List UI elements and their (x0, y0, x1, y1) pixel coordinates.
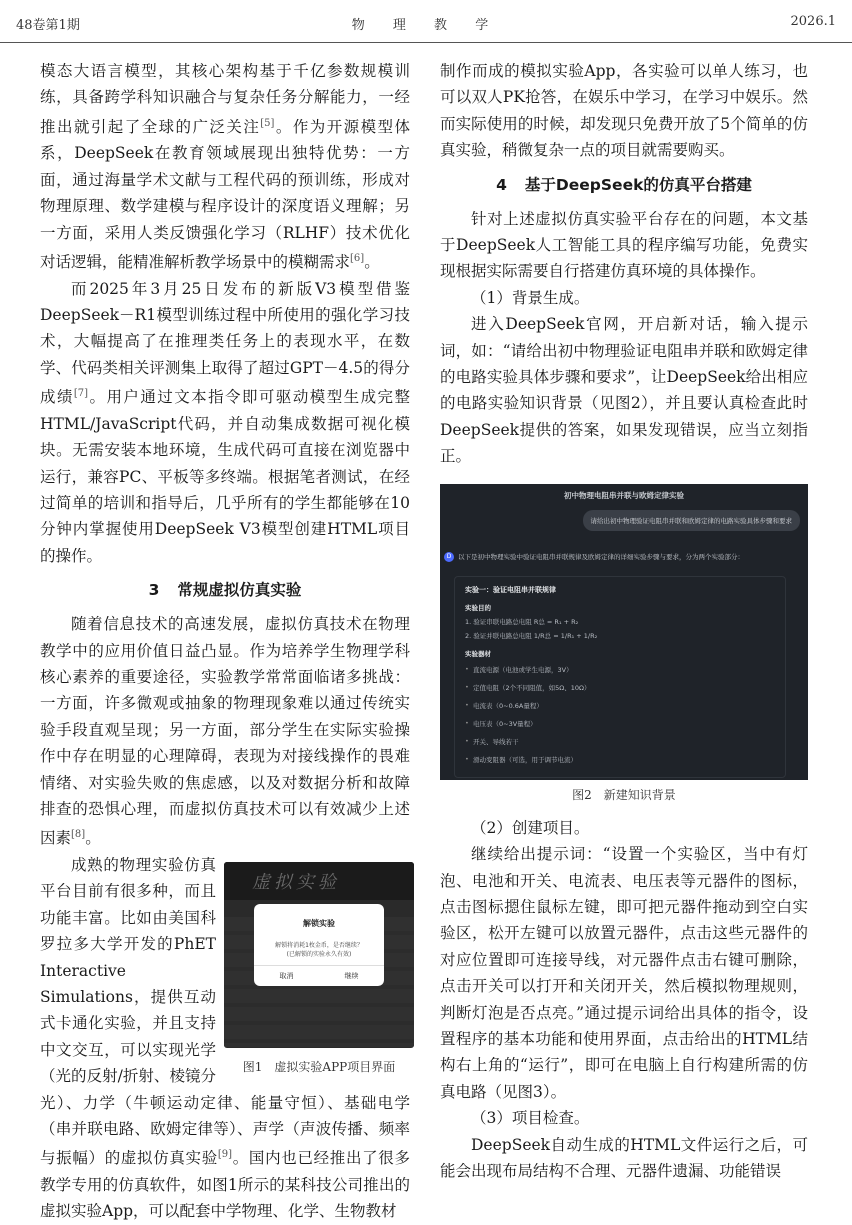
figure-1-screenshot (224, 862, 414, 1048)
answer-card (454, 576, 786, 778)
equipment-item: • 定值电阻（2个不同阻值，如5Ω、10Ω） (473, 683, 590, 692)
unlock-dialog (254, 904, 384, 986)
purpose-item-1: 1. 验证串联电路总电阻 R总 = R₁ + R₂ (465, 617, 579, 626)
equipment-item: • 电流表（0~0.6A量程） (473, 701, 543, 710)
dialog-cancel-button[interactable]: 取消 (279, 972, 294, 980)
equipment-item: • 直流电源（电池或学生电源，3V） (473, 665, 573, 674)
paragraph-9: DeepSeek自动生成的HTML文件运行之后，可能会出现布局结构不合理、元器件遗漏、功能错误 (440, 1135, 808, 1180)
page-header (0, 0, 852, 43)
figure-1 (224, 862, 414, 1080)
section-3-heading: 3 常规虚拟仿真实验 (148, 581, 302, 600)
paragraph-1: 模态大语言模型，其核心架构基于千亿参数规模训练，具备跨学科知识融合与复杂任务分解能力，一经推出就引起了全球的广泛关注[5]。作为开源模型体系，DeepSeek在教育领域展现出独特优势：一方面，通过海量学术文献与工程代码的预训练，形成对物理原理、数学建模与程序设计的深度语义理解；另一方面，采用人类反馈强化学习（RLHF）技术优化对话逻辑，能精准解析教学场景中的模糊需求[6]。 (40, 62, 410, 272)
paragraph-7: 进入DeepSeek官网，开启新对话，输入提示词，如：“请给出初中物理验证电阻串并联和欧姆定律的电路实验具体步骤和要求”，让DeepSeek给出相应的电路实验知识背景（见图2），并且要认真检查此时DeepSeek提供的答案，如果发现错误，应当立刻指正。 (440, 315, 808, 466)
issue-date: 2026.1 (790, 14, 836, 29)
left-column (40, 58, 410, 1225)
paragraph-2: 而2025年3月25日发布的新版V3模型借鉴DeepSeek－R1模型训练过程中所使用的强化学习技术，大幅提高了在推理类任务上的表现水平，在数学、代码类相关评测集上取得了超过GPT－4.5的得分成绩[7]。用户通过文本指令即可驱动模型生成完整HTML/JavaScript代码，并自动集成数据可视化模块。无需安装本地环境，生成代码可直接在浏览器中运行，兼容PC、平板等多终端。根据笔者测试，在经过简单的培训和指导后，几乎所有的学生都能够在10分钟内掌握使用DeepSeek V3模型创建HTML项目的操作。 (40, 279, 410, 565)
figure-1-app-title: 虚拟实验 (252, 872, 340, 893)
experiment-1-title: 实验一：验证电阻串并联规律 (465, 585, 556, 594)
paragraph-3: 随着信息技术的高速发展，虚拟仿真技术在物理教学中的应用价值日益凸显。作为培养学生物理学科核心素养的重要途径，实验教学常常面临诸多挑战：一方面，许多微观或抽象的物理现象难以通过传统实验手段直观呈现；另一方面，部分学生在实际实验操作中存在明显的心理障碍，表现为对接线操作的畏难情绪、对实验失败的焦虑感，以及对数据分析和故障排查的恐惧心理，而虚拟仿真技术可以有效减少上述因素[8]。 (40, 615, 410, 848)
equipment-item: • 电压表（0~3V量程） (473, 719, 537, 728)
paragraph-5: 制作而成的模拟实验App，各实验可以单人练习，也可以双人PK抢答，在娱乐中学习，在学习中娱乐。然而实际使用的时候，却发现只免费开放了5个简单的仿真实验，稍微复杂一点的项目就需要购买。 (440, 62, 808, 160)
equipment-item: • 开关、导线若干 (473, 737, 519, 746)
paragraph-4: 虚拟实验 解锁实验 解锁将消耗1枚金币，是否继续？ (已解锁的实验永久有效) 取消 继续 图1 虚拟实验APP项目界面 成熟的物理实验仿真平台目前有很多种，而且功能丰富。比如由美国科罗拉多大学开发的PhET Interactive Simulations，提供互动式卡通化实验，并且支持中文交互，可以实现光学（光的反射/折射、棱镜分光）、力学（牛顿运动定律、能量守恒）、基础电学（串并联电路、欧姆定律等）、声学（声波传播、频率与振幅）的虚拟仿真实验[9]。国内也已经推出了很多教学专用的仿真软件，如图1所示的某科技公司推出的虚拟实验App，可以配套中学物理、化学、生物教材 (40, 852, 410, 1225)
answer-intro: 以下是初中物理实验中验证电阻串并联规律及欧姆定律的详细实验步骤与要求，分为两个实验部分： (458, 552, 744, 561)
deepseek-logo-icon: D (444, 552, 454, 562)
equipment-label: 实验器材 (465, 649, 491, 658)
figure-1-caption: 图1 虚拟实验APP项目界面 (242, 1060, 396, 1074)
step-2-label: （2）创建项目。 (471, 818, 590, 837)
purpose-item-2: 2. 验证并联电路总电阻 1/R总 = 1/R₁ + 1/R₂ (465, 631, 598, 640)
dialog-continue-button[interactable]: 继续 (344, 972, 359, 980)
chat-title: 初中物理电阻串并联与欧姆定律实验 (564, 490, 684, 500)
equipment-item: • 滑动变阻器（可选，用于调节电流） (473, 755, 577, 764)
section-4-heading: 4 基于DeepSeek的仿真平台搭建 (496, 175, 752, 194)
paragraph-8: 继续给出提示词：“设置一个实验区，当中有灯泡、电池和开关、电流表、电压表等元器件的图标，点击图标摁住鼠标左键，即可把元器件拖动到空白实验区，松开左键可以放置元器件，点击这些元器件的对应位置即可连接导线，对元器件点击右键可删除，点击开关可以打开和关闭开关，然后模拟物理规则，判断灯泡是否点亮。”通过提示词给出具体的指令，设置程序的基本功能和使用界面，点击给出的HTML结构右上角的“运行”，即可在电脑上自行构建所需的仿真电路（见图3）。 (440, 845, 808, 1101)
journal-title: 物 理 教 学 (351, 18, 501, 33)
figure-2 (440, 484, 808, 780)
figure-2-caption: 图2 新建知识背景 (572, 787, 676, 802)
right-column (440, 58, 808, 1184)
step-3-label: （3）项目检查。 (471, 1109, 590, 1128)
dialog-title: 解锁实验 (303, 919, 335, 928)
step-1-label: （1）背景生成。 (471, 288, 590, 307)
dialog-body: 解锁将消耗1枚金币，是否继续？ (已解锁的实验永久有效) (275, 942, 363, 959)
paragraph-6: 针对上述虚拟仿真实验平台存在的问题，本文基于DeepSeek人工智能工具的程序编写功能，免费实现根据实际需要自行搭建仿真环境的具体操作。 (440, 209, 808, 281)
user-prompt-bubble: 请给出初中物理验证电阻串并联和欧姆定律的电路实验具体步骤和要求 (583, 510, 801, 531)
purpose-label: 实验目的 (465, 603, 491, 612)
volume-issue: 48卷第1期 (16, 18, 80, 33)
